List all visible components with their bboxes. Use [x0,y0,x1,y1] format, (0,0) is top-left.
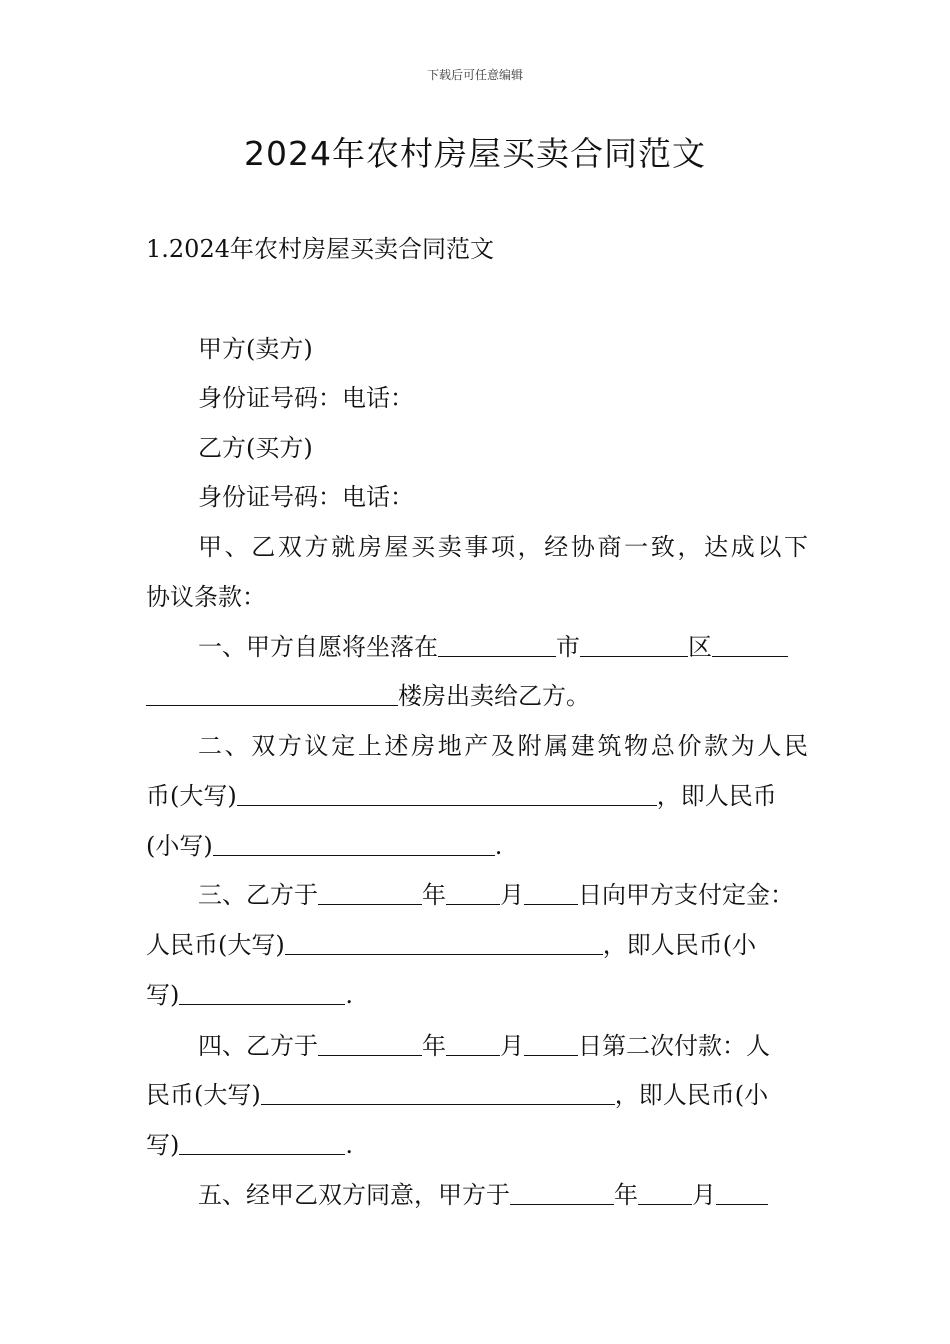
blank-deposit-lower[interactable] [179,980,345,1005]
intro-line-1: 甲、乙双方就房屋买卖事项，经协商一致，达成以下 [198,533,808,561]
clause-4-line-2 [146,1078,768,1112]
blank-transfer-month[interactable] [638,1180,692,1205]
blank-district[interactable] [580,632,688,657]
clause-2-line-2 [146,779,777,813]
blank-address-2[interactable] [146,681,398,706]
clause-3-text-e: 人民币(大写) [146,931,285,959]
clause-4-text-h: . [345,1131,354,1159]
clause-4-text-d: 日第二次付款：人 [578,1032,770,1060]
clause-3-text-c: 月 [500,881,524,909]
party-a-line: 甲方(卖方) [198,335,313,363]
blank-transfer-year[interactable] [510,1180,614,1205]
clause-2-text-a: 币(大写) [146,782,237,810]
clause-2-text-d: . [494,832,503,860]
clause-1-text-a: 一、甲方自愿将坐落在 [198,633,438,661]
clause-3-line-1 [198,878,794,912]
blank-second-month[interactable] [446,1031,500,1056]
party-b-line: 乙方(买方) [198,434,313,462]
clause-2-line-3 [146,829,502,863]
clause-4-text-g: 写) [146,1131,180,1159]
party-b-id-phone: 身份证号码：电话： [198,483,414,511]
clause-3-line-2 [146,928,756,962]
blank-second-day[interactable] [524,1031,578,1056]
clause-3-text-g: 写) [146,981,180,1009]
clause-5-text-c: 月 [692,1181,716,1209]
clause-4-text-b: 年 [422,1032,446,1060]
clause-3-line-3 [146,978,353,1012]
blank-city[interactable] [438,632,556,657]
header-note: 下载后可任意编辑 [426,68,523,82]
clause-4-line-3 [146,1128,353,1162]
clause-4-line-1 [198,1029,770,1063]
blank-second-upper[interactable] [261,1080,615,1105]
clause-1-text-b: 市 [556,633,580,661]
clause-1-text-c: 区 [688,633,712,661]
clause-4-text-e: 民币(大写) [146,1081,261,1109]
clause-2-text-b: ，即人民币 [656,782,777,810]
blank-second-lower[interactable] [179,1130,345,1155]
blank-deposit-month[interactable] [446,880,500,905]
clause-3-text-b: 年 [422,881,446,909]
document-title: 2024年农村房屋买卖合同范文 [244,134,706,173]
clause-3-text-d: 日向甲方支付定金： [578,881,794,909]
clause-2-text-c: (小写) [146,832,213,860]
clause-5-line-1 [198,1178,768,1212]
clause-3-text-f: ，即人民币(小 [602,931,757,959]
clause-1-line-2 [146,679,590,713]
blank-deposit-day[interactable] [524,880,578,905]
clause-5-text-b: 年 [614,1181,638,1209]
intro-line-2: 协议条款： [146,583,266,611]
clause-1-text-d: 楼房出卖给乙方。 [398,682,590,710]
clause-1-line-1 [198,630,788,664]
blank-address-1[interactable] [712,632,788,657]
blank-total-lower[interactable] [213,831,495,856]
clause-4-text-a: 四、乙方于 [198,1032,318,1060]
blank-total-upper[interactable] [237,781,657,806]
clause-4-text-f: ，即人民币(小 [614,1081,769,1109]
clause-5-text-a: 五、经甲乙双方同意，甲方于 [198,1181,510,1209]
blank-deposit-upper[interactable] [285,930,603,955]
clause-4-text-c: 月 [500,1032,524,1060]
blank-transfer-day[interactable] [716,1180,768,1205]
blank-deposit-year[interactable] [318,880,422,905]
section-heading: 1.2024年农村房屋买卖合同范文 [146,235,494,263]
clause-3-text-h: . [345,981,354,1009]
clause-3-text-a: 三、乙方于 [198,881,318,909]
party-a-id-phone: 身份证号码：电话： [198,384,414,412]
clause-2-line-1: 二、双方议定上述房地产及附属建筑物总价款为人民 [198,732,808,760]
blank-second-year[interactable] [318,1031,422,1056]
